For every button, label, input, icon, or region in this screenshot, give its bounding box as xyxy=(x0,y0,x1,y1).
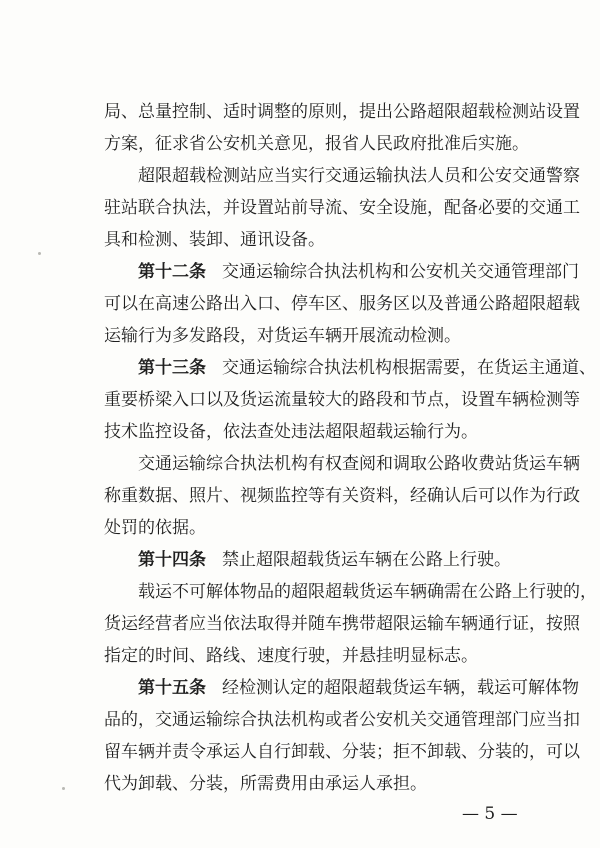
article-12-first-line xyxy=(138,261,579,283)
article-14-heading: 第十四条 xyxy=(138,550,206,570)
article-15-heading: 第十五条 xyxy=(138,678,206,698)
text-line: 禁止超限超载货运车辆在公路上行驶。 xyxy=(222,550,511,570)
text-line: 重要桥梁入口以及货运流量较大的路段和节点，设置车辆检测等 xyxy=(104,390,580,410)
text-line: 可以在高速公路出入口、停车区、服务区以及普通公路超限超载 xyxy=(104,294,580,314)
text-line: 方案，征求省公安机关意见，报省人民政府批准后实施。 xyxy=(104,134,529,154)
text-line: 载运不可解体物品的超限超载货运车辆确需在公路上行驶的， xyxy=(138,582,597,602)
text-line: 局、总量控制、适时调整的原则，提出公路超限超载检测站设置 xyxy=(104,102,580,122)
text-line: 代为卸载、分装，所需费用由承运人承担。 xyxy=(104,774,427,794)
article-13-first-line xyxy=(138,357,596,379)
article-15-first-line xyxy=(138,677,579,699)
text-line: 经检测认定的超限超载货运车辆，载运可解体物 xyxy=(222,678,579,698)
text-line: 技术监控设备，依法查处违法超限超载运输行为。 xyxy=(104,422,478,442)
article-14-line xyxy=(138,549,520,571)
text-line: 交通运输综合执法机构和公安机关交通管理部门 xyxy=(222,262,579,282)
text-line: 交通运输综合执法机构根据需要，在货运主通道、 xyxy=(222,358,596,378)
text-line: 称重数据、照片、视频监控等有关资料，经确认后可以作为行政 xyxy=(104,486,580,506)
scan-speck xyxy=(62,787,65,790)
article-13-heading: 第十三条 xyxy=(138,358,206,378)
scan-speck xyxy=(38,252,41,255)
text-line: 处罚的依据。 xyxy=(104,518,206,538)
text-line: 运输行为多发路段，对货运车辆开展流动检测。 xyxy=(104,326,461,346)
text-line: 指定的时间、路线、速度行驶，并悬挂明显标志。 xyxy=(104,646,478,666)
text-line: 留车辆并责令承运人自行卸载、分装；拒不卸载、分装的，可以 xyxy=(104,742,580,762)
text-line: 驻站联合执法，并设置站前导流、安全设施，配备必要的交通工 xyxy=(104,198,580,218)
text-line: 品的，交通运输综合执法机构或者公安机关交通管理部门应当扣 xyxy=(104,710,580,730)
text-line: 货运经营者应当依法取得并随车携带超限运输车辆通行证，按照 xyxy=(104,614,580,634)
page-number: — 5 — xyxy=(462,804,518,824)
text-line: 交通运输综合执法机构有权查阅和调取公路收费站货运车辆 xyxy=(138,454,580,474)
article-12-heading: 第十二条 xyxy=(138,262,206,282)
text-line: 具和检测、装卸、通讯设备。 xyxy=(104,230,325,250)
text-line: 超限超载检测站应当实行交通运输执法人员和公安交通警察 xyxy=(138,166,580,186)
